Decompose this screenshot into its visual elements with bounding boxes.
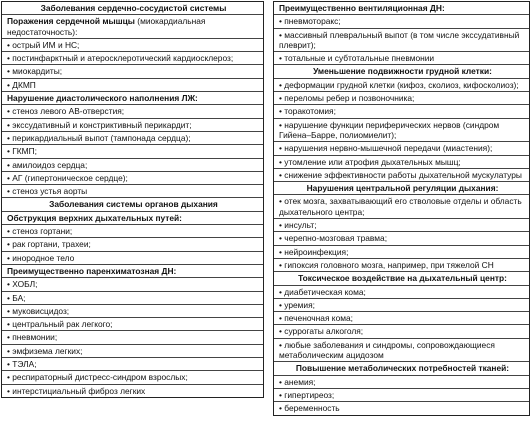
list-item: • пневмоторакс; — [274, 15, 529, 28]
list-item: • массивный плевральный выпот (в том числе экссудативный плеврит); — [274, 29, 529, 53]
list-item: • черепно-мозговая травма; — [274, 232, 529, 245]
list-item: • уремия; — [274, 299, 529, 312]
list-item: • миокардиты; — [2, 65, 263, 78]
list-item: • ТЭЛА; — [2, 358, 263, 371]
list-item: • инородное тело — [2, 252, 263, 265]
list-item: • торакотомия; — [274, 105, 529, 118]
list-item: • экссудативный и констриктивный перикардит; — [2, 119, 263, 132]
list-item: • беременность — [274, 402, 529, 414]
list-item: • отек мозга, захватывающий его стволовые отделы и область дыхательного центра; — [274, 195, 529, 219]
list-item: • ГКМП; — [2, 145, 263, 158]
list-item: • острый ИМ и НС; — [2, 39, 263, 52]
list-item: • деформации грудной клетки (кифоз, сколиоз, кифосколиоз); — [274, 79, 529, 92]
diastolic-heading: Нарушение диастолического наполнения ЛЖ: — [2, 92, 263, 105]
list-item: • эмфизема легких; — [2, 345, 263, 358]
mobility-section-title: Уменьшение подвижности грудной клетки: — [274, 65, 529, 78]
metabolic-section-title: Повышение метаболических потребностей тканей: — [274, 362, 529, 375]
list-item: • ДКМП — [2, 79, 263, 92]
list-item: • гипоксия головного мозга, например, при тяжелой СН — [274, 259, 529, 272]
list-item: • стеноз гортани; — [2, 225, 263, 238]
list-item: • ХОБЛ; — [2, 278, 263, 291]
list-item: • снижение эффективности работы дыхательной мускулатуры — [274, 169, 529, 182]
list-item: • печеночная кома; — [274, 312, 529, 325]
myocard-heading — [2, 15, 263, 39]
list-item: • нарушения нервно-мышечной передачи (миастения); — [274, 142, 529, 155]
list-item: • муковисцидоз; — [2, 305, 263, 318]
list-item: • интерстициальный фиброз легких — [2, 385, 263, 397]
list-item: • нейроинфекция; — [274, 246, 529, 259]
obstruction-heading: Обструкция верхних дыхательных путей: — [2, 212, 263, 225]
right-table — [273, 1, 530, 416]
list-item: • нарушение функции периферических нервов (синдром Гийена–Барре, полиомиелит); — [274, 119, 529, 143]
list-item: • рак гортани, трахеи; — [2, 238, 263, 251]
toxic-section-title: Токсическое воздействие на дыхательный центр: — [274, 272, 529, 285]
list-item: • диабетическая кома; — [274, 286, 529, 299]
list-item: • переломы ребер и позвоночника; — [274, 92, 529, 105]
list-item: • стеноз устья аорты — [2, 185, 263, 198]
myocard-heading-label: Поражения сердечной мышцы — [7, 16, 135, 27]
left-table — [1, 1, 264, 398]
list-item: • суррогаты алкоголя; — [274, 325, 529, 338]
list-item: • тотальные и субтотальные пневмонии — [274, 52, 529, 65]
list-item: • пневмонии; — [2, 331, 263, 344]
list-item: • гипертиреоз; — [274, 389, 529, 402]
list-item: • АГ (гипертоническое сердце); — [2, 172, 263, 185]
ventilation-heading: Преимущественно вентиляционная ДН: — [274, 2, 529, 15]
list-item: • любые заболевания и синдромы, сопровождающиеся метаболическим ацидозом — [274, 339, 529, 363]
list-item: • стеноз левого АВ-отверстия; — [2, 105, 263, 118]
list-item: • анемия; — [274, 376, 529, 389]
list-item: • респираторный дистресс-синдром взрослых; — [2, 371, 263, 384]
myocard-heading-sub: (миокардиальная недостаточность): — [7, 16, 206, 37]
list-item: • амилоидоз сердца; — [2, 159, 263, 172]
list-item: • инсульт; — [274, 219, 529, 232]
list-item: • утомление или атрофия дыхательных мышц; — [274, 156, 529, 169]
list-item: • центральный рак легкого; — [2, 318, 263, 331]
central-section-title: Нарушения центральной регуляции дыхания: — [274, 182, 529, 195]
list-item: • перикардиальный выпот (тампонада сердца); — [2, 132, 263, 145]
cardio-section-title: Заболевания сердечно-сосудистой системы — [2, 2, 263, 15]
list-item: • БА; — [2, 292, 263, 305]
list-item: • постинфарктный и атеросклеротический кардиосклероз; — [2, 52, 263, 65]
resp-section-title: Заболевания системы органов дыхания — [2, 198, 263, 211]
parenchymal-heading: Преимущественно паренхиматозная ДН: — [2, 265, 263, 278]
